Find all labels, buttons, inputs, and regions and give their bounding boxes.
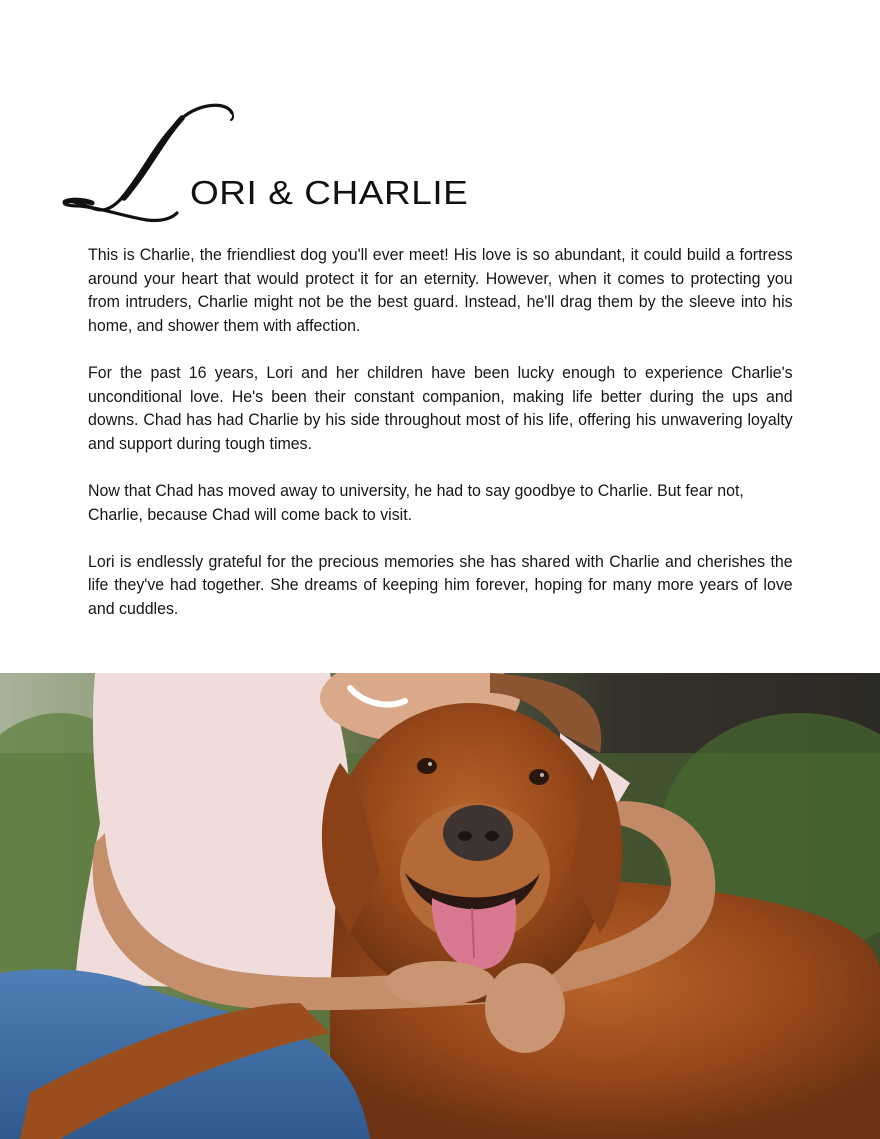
- paragraph-history: For the past 16 years, Lori and her children have been lucky enough to experience Charlie's unconditional love. He's been their constant companion, making life better during the ups and downs. Chad has had Charlie by his side throughout most of his life, offering his unwavering loyalty and support during tough times.: [88, 362, 793, 453]
- story-body: [88, 243, 793, 644]
- paragraph-intro: This is Charlie, the friendliest dog you'll ever meet! His love is so abundant, it could build a fortress around your heart that would protect it for an eternity. However, when it comes to protecting you from intruders, Charlie might not be the best guard. Instead, he'll drag them by the sleeve into his home, and shower them with affection.: [88, 245, 793, 335]
- title-text: ORI & CHARLIE: [190, 174, 469, 211]
- paragraph-gratitude: Lori is endlessly grateful for the precious memories she has shared with Charlie and cherishes the life they've had together. She dreams of keeping him forever, hoping for many more years of love and cuddles.: [88, 551, 793, 618]
- page-title: [62, 100, 502, 225]
- photo-lori-and-charlie: [0, 673, 880, 1139]
- paragraph-chad: Now that Chad has moved away to university, he had to say goodbye to Charlie. But fear not, Charlie, because Chad will come back to visit.: [88, 480, 744, 524]
- photo-illustration: [0, 673, 880, 1139]
